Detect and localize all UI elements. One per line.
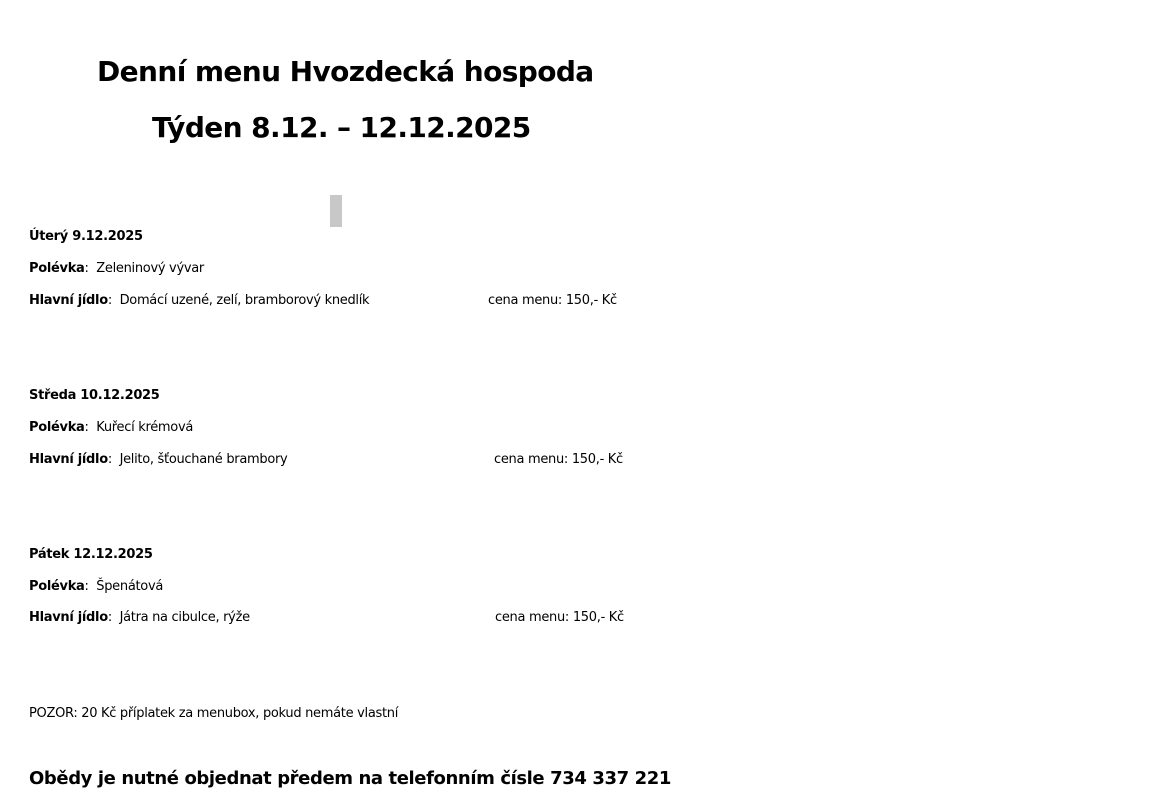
soup-name: Kuřecí krémová (96, 420, 194, 435)
main-dish-line: Hlavní jídlo: Játra na cibulce, rýže (29, 610, 250, 625)
main-dish-line: Hlavní jídlo: Domácí uzené, zelí, bramborový knedlík (29, 293, 370, 308)
soup-name: Zeleninový vývar (96, 261, 204, 276)
soup-label: Polévka (29, 420, 85, 435)
main-dish-label: Hlavní jídlo (29, 452, 108, 467)
menu-price: cena menu: 150,- Kč (495, 610, 624, 625)
soup-name: Špenátová (96, 579, 163, 594)
main-dish-line: Hlavní jídlo: Jelito, šťouchané brambory (29, 452, 288, 467)
day-heading: Úterý 9.12.2025 (29, 229, 143, 244)
main-dish-name: Domácí uzené, zelí, bramborový knedlík (119, 293, 370, 308)
order-phone-footer: Obědy je nutné objednat předem na telefonním čísle 734 337 221 (29, 768, 671, 789)
main-dish-name: Jelito, šťouchané brambory (119, 452, 288, 467)
soup-label: Polévka (29, 261, 85, 276)
page-title: Denní menu Hvozdecká hospoda (97, 55, 594, 88)
soup-line: Polévka: Zeleninový vývar (29, 261, 204, 276)
soup-line: Polévka: Kuřecí krémová (29, 420, 194, 435)
text-cursor-marker (330, 195, 342, 227)
day-heading: Pátek 12.12.2025 (29, 547, 153, 562)
main-dish-name: Játra na cibulce, rýže (119, 610, 250, 625)
menu-price: cena menu: 150,- Kč (488, 293, 617, 308)
day-heading: Středa 10.12.2025 (29, 388, 160, 403)
soup-line: Polévka: Špenátová (29, 579, 163, 594)
main-dish-label: Hlavní jídlo (29, 293, 108, 308)
menubox-notice: POZOR: 20 Kč příplatek za menubox, pokud nemáte vlastní (29, 706, 399, 721)
soup-label: Polévka (29, 579, 85, 594)
week-subtitle: Týden 8.12. – 12.12.2025 (152, 111, 531, 144)
menu-price: cena menu: 150,- Kč (494, 452, 623, 467)
main-dish-label: Hlavní jídlo (29, 610, 108, 625)
